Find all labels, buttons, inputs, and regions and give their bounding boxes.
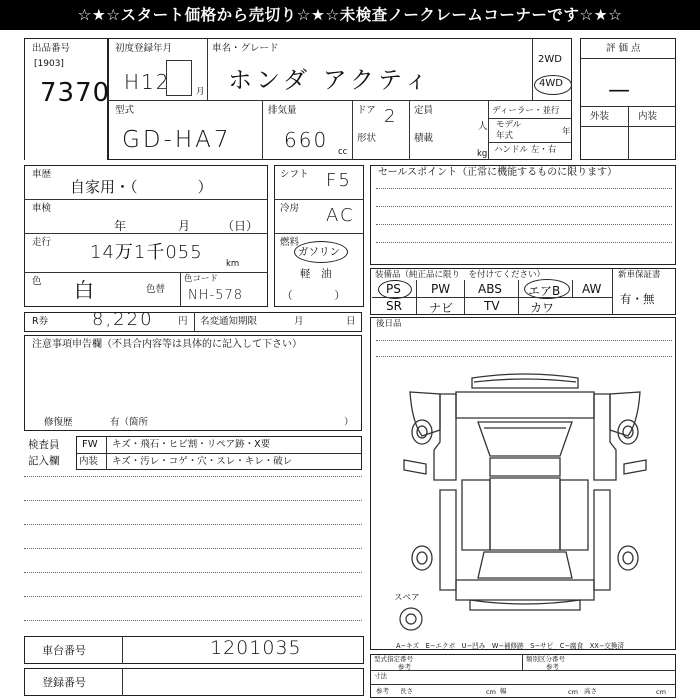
cert-length-cm: cm xyxy=(486,688,496,696)
registration-value: H12 xyxy=(124,70,171,94)
inspection-month: 月 xyxy=(178,219,191,233)
ac-value: AC xyxy=(326,205,355,226)
equip-tv[interactable]: TV xyxy=(484,299,500,313)
history-value: 自家用・（ ） xyxy=(70,178,213,196)
diagram-wheel-rr xyxy=(618,546,638,570)
cert-width-cm: cm xyxy=(568,688,578,696)
lot-label: 出品番号 xyxy=(32,43,71,54)
handle-label: ハンドル 左・右 xyxy=(494,145,557,155)
fuel-diesel[interactable]: 軽 油 xyxy=(300,268,332,280)
color-label: 色 xyxy=(32,276,42,287)
diagram-rear xyxy=(478,552,572,578)
fuel-gasoline[interactable]: ガソリン xyxy=(298,246,340,258)
equipment-label: 装備品（純正品に限り を付けてください） xyxy=(375,270,546,280)
shape-label: 形状 xyxy=(357,133,377,144)
car-name-value: ホンダ アクティ xyxy=(228,66,433,94)
displacement-value: 660 xyxy=(284,128,329,152)
frame-number-value: 1201035 xyxy=(210,637,302,659)
color-value: 白 xyxy=(74,278,96,302)
inspector-interior-text: キズ・汚レ・コゲ・穴・スレ・キレ・破レ xyxy=(112,456,293,467)
diagram-cab-roof xyxy=(490,458,560,476)
fuel-label: 燃料 xyxy=(280,237,300,248)
cert-ref-1: 参考 xyxy=(398,663,411,671)
mileage-label: 走行 xyxy=(32,237,52,248)
displacement-label: 排気量 xyxy=(268,105,297,116)
capacity-unit: 人 xyxy=(478,121,488,132)
reg-number-label: 登録番号 xyxy=(42,676,86,689)
diagram-wheel-rl xyxy=(412,546,432,570)
cert-class-label: 類別区分番号 xyxy=(526,655,565,663)
diagram-hood xyxy=(456,392,594,418)
model-year-label-2: 年式 xyxy=(496,131,514,141)
drive-4wd[interactable]: 4WD xyxy=(539,78,563,89)
spare-wheel-icon[interactable] xyxy=(398,606,424,632)
history-label: 車歴 xyxy=(32,169,52,180)
header-banner: ☆★☆スタート価格から売切り☆★☆未検査ノークレームコーナーです☆★☆ xyxy=(0,0,700,30)
ac-label: 冷房 xyxy=(280,203,300,214)
equip-aw[interactable]: AW xyxy=(582,282,602,296)
equip-pw[interactable]: PW xyxy=(431,282,451,296)
note-line xyxy=(24,500,362,501)
cert-frame xyxy=(370,654,676,698)
doors-value: 2 xyxy=(384,106,398,127)
shift-value: F5 xyxy=(326,170,352,191)
model-year-unit: 年 xyxy=(562,127,571,137)
inspection-label: 車検 xyxy=(32,203,52,214)
later-items-label: 後日品 xyxy=(376,319,402,329)
sales-point-label: セールスポイント（正常に機能するものに限ります） xyxy=(378,167,618,178)
score-value: — xyxy=(608,78,630,103)
note-line xyxy=(24,476,362,477)
diagram-wheel-fl xyxy=(412,420,432,444)
mileage-value: 14万1千055 xyxy=(90,242,203,263)
inspector-label-1: 検査員 xyxy=(28,439,60,451)
cert-length: 長さ xyxy=(400,687,413,695)
notice-month: 月 xyxy=(294,316,304,327)
car-name-label: 車名・グレード xyxy=(212,43,279,54)
fuel-other: （ ） xyxy=(282,290,345,302)
mileage-unit: km xyxy=(226,259,240,269)
damage-legend: A−キズ E−エクボ U−凹み W−補修跡 S−サビ C−腐食 XX−交換済 xyxy=(396,642,625,650)
diagram-bed xyxy=(490,478,560,550)
dealer-label: ディーラー・並行 xyxy=(492,106,560,116)
diagram-left-side xyxy=(434,394,456,480)
diagram-right-side xyxy=(594,394,616,480)
cert-ref-2: 参考 xyxy=(546,663,559,671)
displacement-unit: cc xyxy=(338,147,348,157)
score-interior-label: 内装 xyxy=(638,111,658,122)
note-line xyxy=(24,620,362,621)
diagram-windscreen xyxy=(478,422,572,456)
warranty-value[interactable]: 有・無 xyxy=(620,292,655,306)
sales-point-frame xyxy=(370,165,676,265)
drive-2wd[interactable]: 2WD xyxy=(538,54,562,65)
repair-history-value: 有（箇所 xyxy=(110,417,149,428)
spare-label: スペア xyxy=(394,593,420,603)
repair-history-label: 修復歴 xyxy=(44,417,73,428)
equip-leather[interactable]: カワ xyxy=(530,301,555,315)
note-line xyxy=(24,596,362,597)
repair-history-close: ） xyxy=(344,417,354,428)
inspector-fw: FW xyxy=(82,439,98,450)
diagram-wheel-fr xyxy=(618,420,638,444)
equip-sr[interactable]: SR xyxy=(386,299,402,313)
inspection-year: 年 xyxy=(114,219,127,233)
capacity-label: 定員 xyxy=(414,105,434,116)
color-code-value: NH-578 xyxy=(188,288,244,303)
shift-label: シフト xyxy=(280,169,309,180)
score-label: 評価点 xyxy=(606,43,644,54)
note-line xyxy=(24,548,362,549)
notice-day: 日 xyxy=(346,316,356,327)
load-unit: kg xyxy=(477,149,488,159)
car-diagram[interactable] xyxy=(400,372,650,612)
frame-number-label: 車台番号 xyxy=(42,644,86,657)
model-year-label-1: モデル xyxy=(496,120,522,130)
inspector-fw-text: キズ・飛石・ヒビ割・リペア跡・X要 xyxy=(112,439,271,450)
color-code-label: 色コード xyxy=(184,274,219,284)
diagram-rear-bumper xyxy=(470,600,580,610)
recycle-label: R券 xyxy=(32,316,49,327)
note-line xyxy=(24,524,362,525)
registration-month-box xyxy=(166,60,192,96)
notes-label: 注意事項申告欄（不具合内容等は具体的に記入して下さい） xyxy=(32,339,302,350)
registration-month-unit: 月 xyxy=(196,87,205,97)
recycle-unit: 円 xyxy=(178,316,188,327)
equip-abs[interactable]: ABS xyxy=(478,282,502,296)
model-label: 型式 xyxy=(115,105,135,116)
cert-height: 高さ xyxy=(584,687,597,695)
inspector-label-2: 記入欄 xyxy=(28,455,60,467)
lot-code: [1903] xyxy=(34,59,64,69)
color-change-label: 色替 xyxy=(146,284,166,295)
equip-airbag[interactable]: エアB xyxy=(528,284,561,298)
inspector-interior: 内装 xyxy=(79,456,99,467)
equip-navi[interactable]: ナビ xyxy=(429,301,454,315)
model-value: GD-HA7 xyxy=(122,127,232,153)
recycle-value: 8,220 xyxy=(92,309,154,330)
inspection-day: （日） xyxy=(222,219,259,233)
equip-ps[interactable]: PS xyxy=(386,282,401,296)
doors-label: ドア xyxy=(357,105,376,116)
recycle-frame xyxy=(24,309,362,332)
note-line xyxy=(24,572,362,573)
cert-width: 幅 xyxy=(500,687,507,695)
cert-model-label: 型式指定番号 xyxy=(374,655,413,663)
score-exterior-label: 外装 xyxy=(590,111,610,122)
cert-ref-3: 参考 xyxy=(376,687,389,695)
notice-deadline-label: 名変通知期限 xyxy=(200,316,258,327)
registration-label: 初度登録年月 xyxy=(115,43,173,54)
cert-size-label: 寸法 xyxy=(374,672,387,680)
load-label: 積載 xyxy=(414,133,434,144)
warranty-label: 新車保証書 xyxy=(618,270,661,280)
lot-number: 7370 xyxy=(40,78,111,108)
cert-height-cm: cm xyxy=(656,688,666,696)
